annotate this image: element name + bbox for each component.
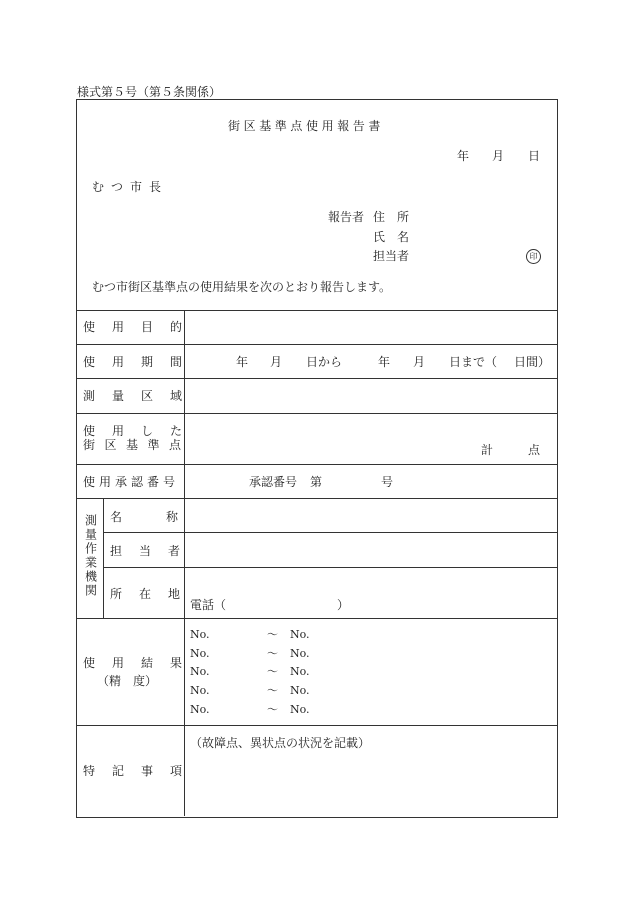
date-day-label: 日 xyxy=(528,149,541,163)
date-month-label: 月 xyxy=(492,149,505,163)
org-label xyxy=(84,514,96,598)
period-label: 使用期間 xyxy=(83,355,200,369)
remarks-note: （故障点、異状点の状況を記載） xyxy=(190,736,371,750)
results-tilde: ～ xyxy=(267,665,278,679)
rule-approval-top xyxy=(76,464,557,465)
org-tel-close: ） xyxy=(337,598,350,612)
results-no-to: No. xyxy=(290,628,310,641)
purpose-field[interactable] xyxy=(186,312,555,343)
org-location-label: 所在地 xyxy=(110,587,198,601)
results-no-from: No. xyxy=(190,628,210,641)
period-from-day: 日から xyxy=(306,355,343,369)
remarks-label: 特記事項 xyxy=(83,764,200,778)
period-to-day: 日まで（ xyxy=(449,355,498,369)
period-from-month: 月 xyxy=(270,355,283,369)
points-label-line1: 使用した xyxy=(83,424,200,438)
approval-number-label: 承認番号 xyxy=(249,475,298,489)
rule-label-column xyxy=(184,310,185,816)
org-tel-label: 電話（ xyxy=(190,598,227,612)
rule-area-top xyxy=(76,378,557,379)
form-number: 様式第５号（第５条関係） xyxy=(77,85,222,99)
rule-org-person-bottom xyxy=(103,567,557,568)
rule-period-top xyxy=(76,344,557,345)
rule-results-top xyxy=(76,618,557,619)
org-label-text: 測量作業機関 xyxy=(83,514,98,598)
results-no-from: No. xyxy=(190,684,210,698)
org-name-label: 名称 xyxy=(110,510,223,524)
rule-org-name-bottom xyxy=(103,532,557,533)
remarks-field[interactable] xyxy=(186,752,555,814)
period-days: 日間） xyxy=(514,355,551,369)
results-no-to: No. xyxy=(290,702,310,716)
reporter-name-label: 氏 名 xyxy=(373,230,410,244)
results-no-to: No. xyxy=(290,646,310,660)
points-unit-label: 点 xyxy=(528,443,541,457)
results-no-to: No. xyxy=(290,684,310,698)
seal-mark: 印 xyxy=(526,249,541,264)
org-person-label: 担当者 xyxy=(110,544,198,558)
results-no-to: No. xyxy=(290,665,310,679)
reporter-person-label: 担当者 xyxy=(373,249,410,263)
rule-org-subcolumn xyxy=(103,498,104,618)
reporter-label: 報告者 xyxy=(328,210,365,224)
period-to-month: 月 xyxy=(413,355,426,369)
period-to-year: 年 xyxy=(378,355,391,369)
purpose-label xyxy=(83,320,200,334)
rule-remarks-top xyxy=(76,725,557,726)
results-label-line2: （精 度） xyxy=(97,674,158,688)
results-tilde: ～ xyxy=(267,646,278,660)
form-frame xyxy=(76,99,558,818)
rule-org-top xyxy=(76,498,557,499)
results-no-from: No. xyxy=(190,702,210,716)
results-no-from: No. xyxy=(190,646,210,660)
approval-prefix: 第 xyxy=(310,475,323,489)
date-year-label: 年 xyxy=(457,149,470,163)
reporter-address-label: 住 所 xyxy=(373,210,410,224)
area-field[interactable] xyxy=(186,380,555,412)
points-label-line2: 街区基準点 xyxy=(83,438,191,452)
rule-points-top xyxy=(76,413,557,414)
approval-suffix: 号 xyxy=(381,475,394,489)
results-tilde: ～ xyxy=(267,628,278,641)
results-tilde: ～ xyxy=(267,684,278,698)
approval-label: 使用承認番号 xyxy=(83,475,180,489)
points-total-label: 計 xyxy=(481,443,494,457)
period-from-year: 年 xyxy=(236,355,249,369)
form-title: 街区基準点使用報告書 xyxy=(228,119,385,133)
results-no-from: No. xyxy=(190,665,210,679)
area-label: 測量区域 xyxy=(83,389,200,403)
purpose-label-text: 使用目的 xyxy=(83,320,200,334)
rule-purpose-top xyxy=(76,310,557,311)
results-tilde: ～ xyxy=(267,702,278,716)
addressee: むつ市長 xyxy=(92,180,169,194)
results-label-line1: 使用結果 xyxy=(83,656,200,670)
intro-text: むつ市街区基準点の使用結果を次のとおり報告します。 xyxy=(92,280,392,294)
